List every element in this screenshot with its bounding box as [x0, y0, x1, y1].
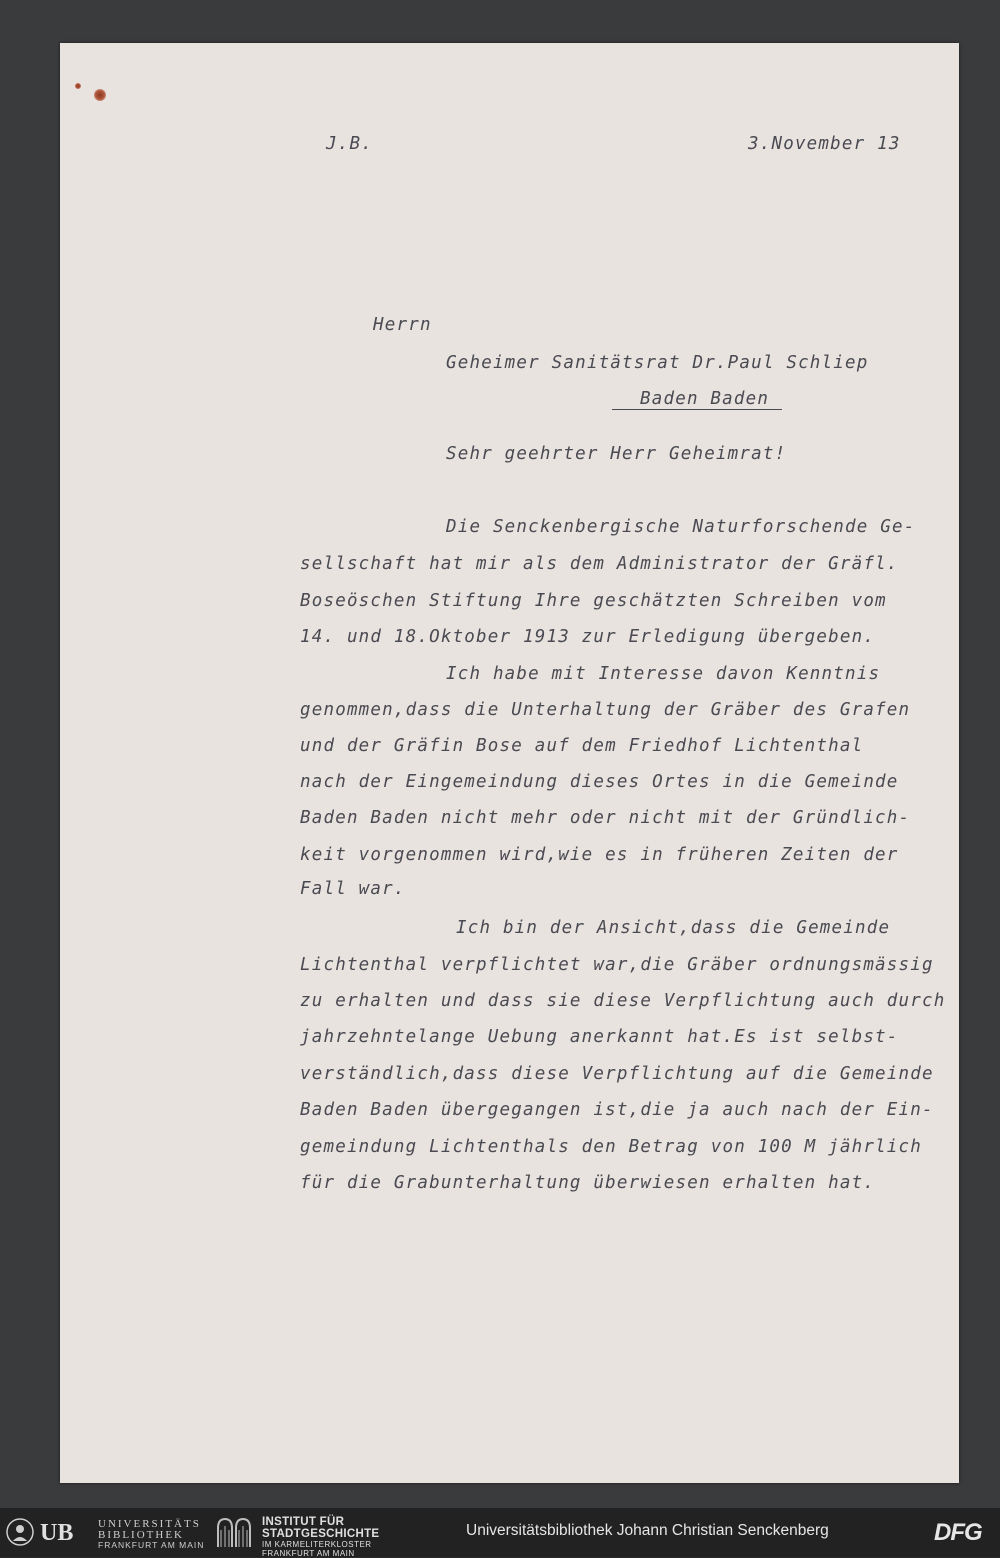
body-line: Ich bin der Ansicht,dass die Gemeinde: [456, 918, 891, 938]
body-line: für die Grabunterhaltung überwiesen erhalten hat.: [300, 1173, 876, 1193]
isg-line2: STADTGESCHICHTE: [262, 1528, 380, 1540]
body-line: 14. und 18.Oktober 1913 zur Erledigung übergeben.: [300, 627, 876, 647]
body-line: Baden Baden übergegangen ist,die ja auch nach der Ein-: [300, 1100, 934, 1120]
isg-wordmark: [262, 1516, 379, 1558]
ub-wordmark: [98, 1519, 204, 1550]
library-name-link[interactable]: Universitätsbibliothek Johann Christian Senckenberg: [466, 1522, 829, 1539]
body-line: verständlich,dass diese Verpflichtung auf die Gemeinde: [300, 1064, 934, 1084]
ub-line3: FRANKFURT AM MAIN: [98, 1540, 205, 1550]
body-line: Fall war.: [300, 879, 406, 899]
body-line: sellschaft hat mir als dem Administrator der Gräfl.: [300, 554, 899, 574]
isg-line3: IM KARMELITERKLOSTER: [262, 1540, 372, 1549]
ub-letters: UB: [40, 1520, 74, 1546]
letter-page: [60, 43, 959, 1483]
salutation-prefix: Herrn: [373, 315, 432, 335]
dfg-logo[interactable]: DFG: [934, 1519, 982, 1546]
body-line: und der Gräfin Bose auf dem Friedhof Lichtenthal: [300, 736, 864, 756]
ub-emblem-icon: [6, 1518, 34, 1546]
recipient-name: Geheimer Sanitätsrat Dr.Paul Schliep: [446, 353, 869, 373]
rust-stain-small: [75, 83, 81, 89]
rust-stain: [94, 89, 106, 101]
body-line: gemeindung Lichtenthals den Betrag von 100 M jährlich: [300, 1137, 923, 1157]
body-line: Boseöschen Stiftung Ihre geschätzten Schreiben vom: [300, 591, 887, 611]
body-line: nach der Eingemeindung dieses Ortes in die Gemeinde: [300, 772, 899, 792]
recipient-city: Baden Baden: [640, 389, 770, 409]
body-line: Die Senckenbergische Naturforschende Ge-: [446, 517, 916, 537]
letter-date: 3.November 13: [748, 134, 901, 154]
ub-line2: BIBLIOTHEK: [98, 1529, 184, 1541]
body-line: zu erhalten und dass sie diese Verpflichtung auch durch: [300, 991, 946, 1011]
body-line: Lichtenthal verpflichtet war,die Gräber ordnungsmässig: [300, 955, 934, 975]
ub-line1: UNIVERSITÄTS: [98, 1518, 201, 1530]
body-line: keit vorgenommen wird,wie es in früheren Zeiten der: [300, 845, 899, 865]
body-line: Baden Baden nicht mehr oder nicht mit der Gründlich-: [300, 808, 911, 828]
cloister-arches-icon: [216, 1516, 252, 1548]
body-line: Ich habe mit Interesse davon Kenntnis: [446, 664, 881, 684]
greeting: Sehr geehrter Herr Geheimrat!: [446, 444, 787, 464]
isg-line1: INSTITUT FÜR: [262, 1516, 345, 1528]
body-line: jahrzehntelange Uebung anerkannt hat.Es ist selbst-: [300, 1027, 899, 1047]
body-line: genommen,dass die Unterhaltung der Gräber des Grafen: [300, 700, 911, 720]
isg-line4: FRANKFURT AM MAIN: [262, 1549, 355, 1558]
sender-initials: J.B.: [326, 134, 373, 154]
footer-bar: [0, 1508, 1000, 1557]
city-underline: [612, 409, 782, 410]
